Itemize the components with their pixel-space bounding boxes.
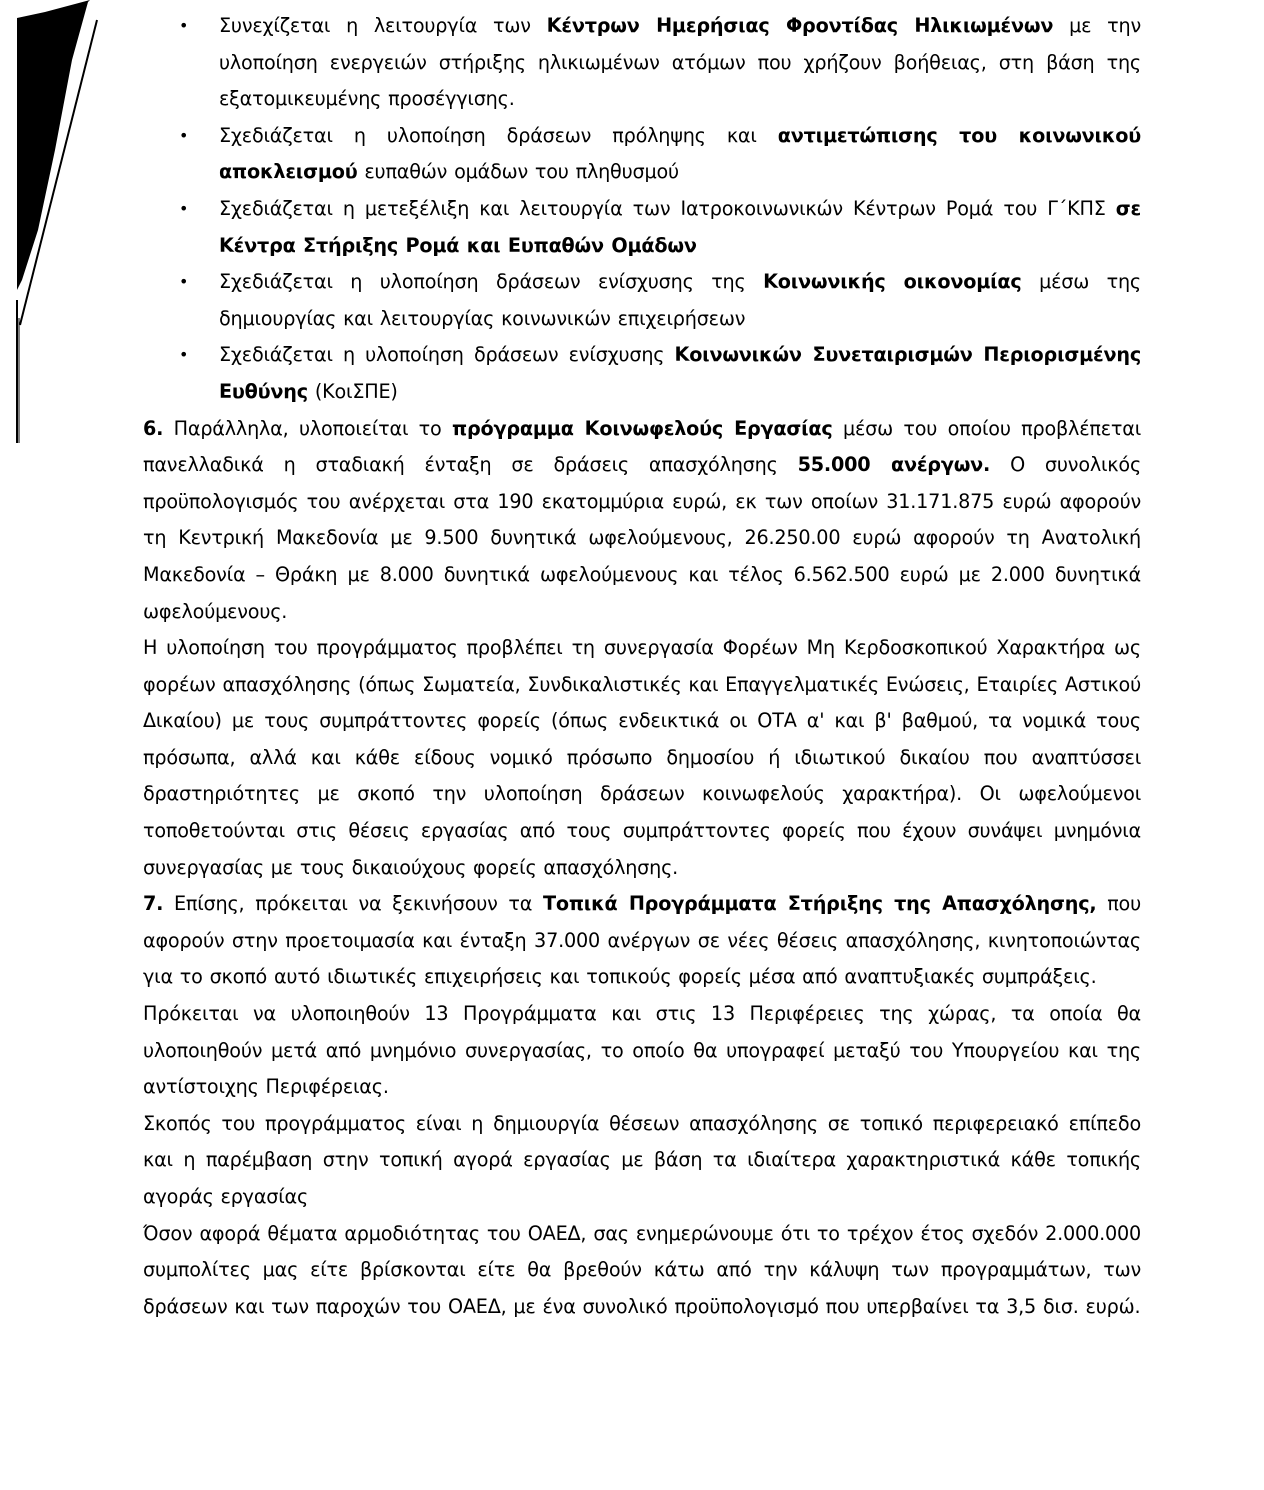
bullet-item [143,8,1141,118]
bold-text: Κοινωνικής οικονομίας [763,270,1022,294]
bold-text: Κοινωνικών Συνεταιρισμών Περιορισμένης Ευθύνης [219,343,1141,403]
bullet-item [143,337,1141,410]
text-run: Σχεδιάζεται η υλοποίηση δράσεων ενίσχυσης [219,343,675,367]
bold-text: αντιμετώπισης του κοινωνικού αποκλεισμού [219,123,1142,184]
text-run: Σχεδιάζεται η υλοποίηση δράσεων πρόληψης και [219,123,778,147]
bold-text: 55.000 ανέργων. [797,453,991,477]
text-run: Παράλληλα, υλοποιείται το [163,416,452,440]
bullet-icon: • [179,345,189,365]
bullet-item [143,264,1141,337]
bullet-text [219,197,1141,257]
bold-text: Κέντρων Ημερήσιας Φροντίδας Ηλικιωμένων [546,14,1054,37]
bullet-text [219,124,1141,184]
text-run: ευπαθών ομάδων του πληθυσμού [357,160,679,184]
paragraph-6 [143,411,1141,631]
paragraph-oaed [143,1216,1141,1326]
bullet-text [219,270,1141,330]
bold-text: σε Κέντρα Στήριξης Ρομά και Ευπαθών Ομάδων [219,196,1141,257]
bullet-icon: • [179,198,189,218]
text-run: Η υλοποίηση του προγράμματος προβλέπει τη συνεργασία Φορέων Μη Κερδοσκοπικού Χαρακτήρα ως φορέων απασχόλησης (όπως Σωματεία, Συνδικαλιστικές και Επαγγελματικές Ενώσεις, Εταιρίες Αστικού Δικαίου) με τους συμπράττοντες φορείς (όπως ενδεικτικά οι ΟΤΑ α' και β' βαθμού, τα νομικά τους πρόσωπα, αλλά και κάθε είδους νομικό πρόσωπο δημοσίου ή ιδιωτικού δικαίου που αναπτύσσει δραστηριότητες με σκοπό την υλοποίηση δράσεων κοινωφελούς χαρακτήρα). Οι ωφελούμενοι τοποθετούνται στις θέσεις εργασίας από τους συμπράττοντες φορείς που έχουν συνάψει μνημόνια συνεργασίας με τους δικαιούχους φορείς απασχόλησης. [143,636,1141,879]
paragraph-7-purpose [143,1106,1141,1216]
text-run: Πρόκειται να υλοποιηθούν 13 Προγράμματα και στις 13 Περιφέρειες της χώρας, τα οποία θα υλοποιηθούν μετά από μνημόνιο συνεργασίας, το οποίο θα υπογραφεί μεταξύ του Υπουργείου και της αντίστοιχης Περιφέρειας. [143,1002,1141,1099]
text-run: Επίσης, πρόκειται να ξεκινήσουν τα [163,892,543,916]
text-run: Συνεχίζεται η λειτουργία των [219,14,547,37]
scan-edge-artifact [0,0,120,450]
paragraph-7-programs [143,996,1141,1106]
bold-text: Τοπικά Προγράμματα Στήριξης της Απασχόλησης, [542,892,1097,916]
text-run: μέσω του οποίου προβλέπεται πανελλαδικά η σταδιακή ένταξη σε δράσεις απασχόλησης [143,416,1141,477]
bullet-text [219,343,1141,403]
paragraph-6-program-details [143,630,1141,886]
bullet-list [143,8,1141,411]
text-run: Σχεδιάζεται η υλοποίηση δράσεων ενίσχυσης της [219,270,764,294]
text-run: Σκοπός του προγράμματος είναι η δημιουργία θέσεων απασχόλησης σε τοπικό περιφερειακό επίπεδο και η παρέμβαση στην τοπική αγορά εργασίας με βάση τα ιδιαίτερα χαρακτηριστικά κάθε τοπικής αγοράς εργασίας [143,1111,1141,1208]
bullet-icon: • [179,272,189,292]
bold-text: πρόγραμμα Κοινωφελούς Εργασίας [451,416,833,440]
text-run: Όσον αφορά θέματα αρμοδιότητας του ΟΑΕΔ, σας ενημερώνουμε ότι το τρέχον έτος σχεδόν 2.000.000 συμπολίτες μας είτε βρίσκονται είτε θα βρεθούν κάτω από την κάλυψη των προγραμμάτων, των δράσεων και των παροχών του ΟΑΕΔ, με ένα συνολικό προϋπολογισμό που υπερβαίνει τα 3,5 δισ. ευρώ. [143,1221,1141,1318]
text-run: Σχεδιάζεται η μετεξέλιξη και λειτουργία των Ιατροκοινωνικών Κέντρων Ρομά του Γ΄ΚΠΣ [219,196,1116,220]
bullet-item [143,118,1141,191]
bullet-item [143,191,1141,264]
bullet-icon: • [179,125,189,145]
bold-text: 7. [143,892,164,916]
bullet-text [219,14,1141,110]
text-run: μέσω της δημιουργίας και λειτουργίας κοινωνικών επιχειρήσεων [219,270,1141,330]
text-run: που αφορούν στην προετοιμασία και ένταξη 37.000 ανέργων σε νέες θέσεις απασχόλησης, κινητοποιώντας για το σκοπό αυτό ιδιωτικές επιχειρήσεις και τοπικούς φορείς μέσα από αναπτυξιακές συμπράξεις. [143,892,1141,989]
text-run: Ο συνολικός προϋπολογισμός του ανέρχεται στα 190 εκατομμύρια ευρώ, εκ των οποίων 31.171.875 ευρώ αφορούν τη Κεντρική Μακεδονία με 9.500 δυνητικά ωφελούμενους, 26.250.00 ευρώ αφορούν τη Ανατολική Μακεδονία – Θράκη με 8.000 δυνητικά ωφελούμενους και τέλος 6.562.500 ευρώ με 2.000 δυνητικά ωφελούμενους. [143,453,1142,623]
text-run: (ΚοιΣΠΕ) [307,379,398,403]
bold-text: 6. [143,416,164,440]
text-run: με την υλοποίηση ενεργειών στήριξης ηλικιωμένων ατόμων που χρήζουν βοήθειας, στη βάση της εξατομικευμένης προσέγγισης. [219,14,1142,111]
bullet-icon: • [179,16,189,35]
document-page [143,8,1141,1325]
paragraph-7 [143,886,1141,996]
